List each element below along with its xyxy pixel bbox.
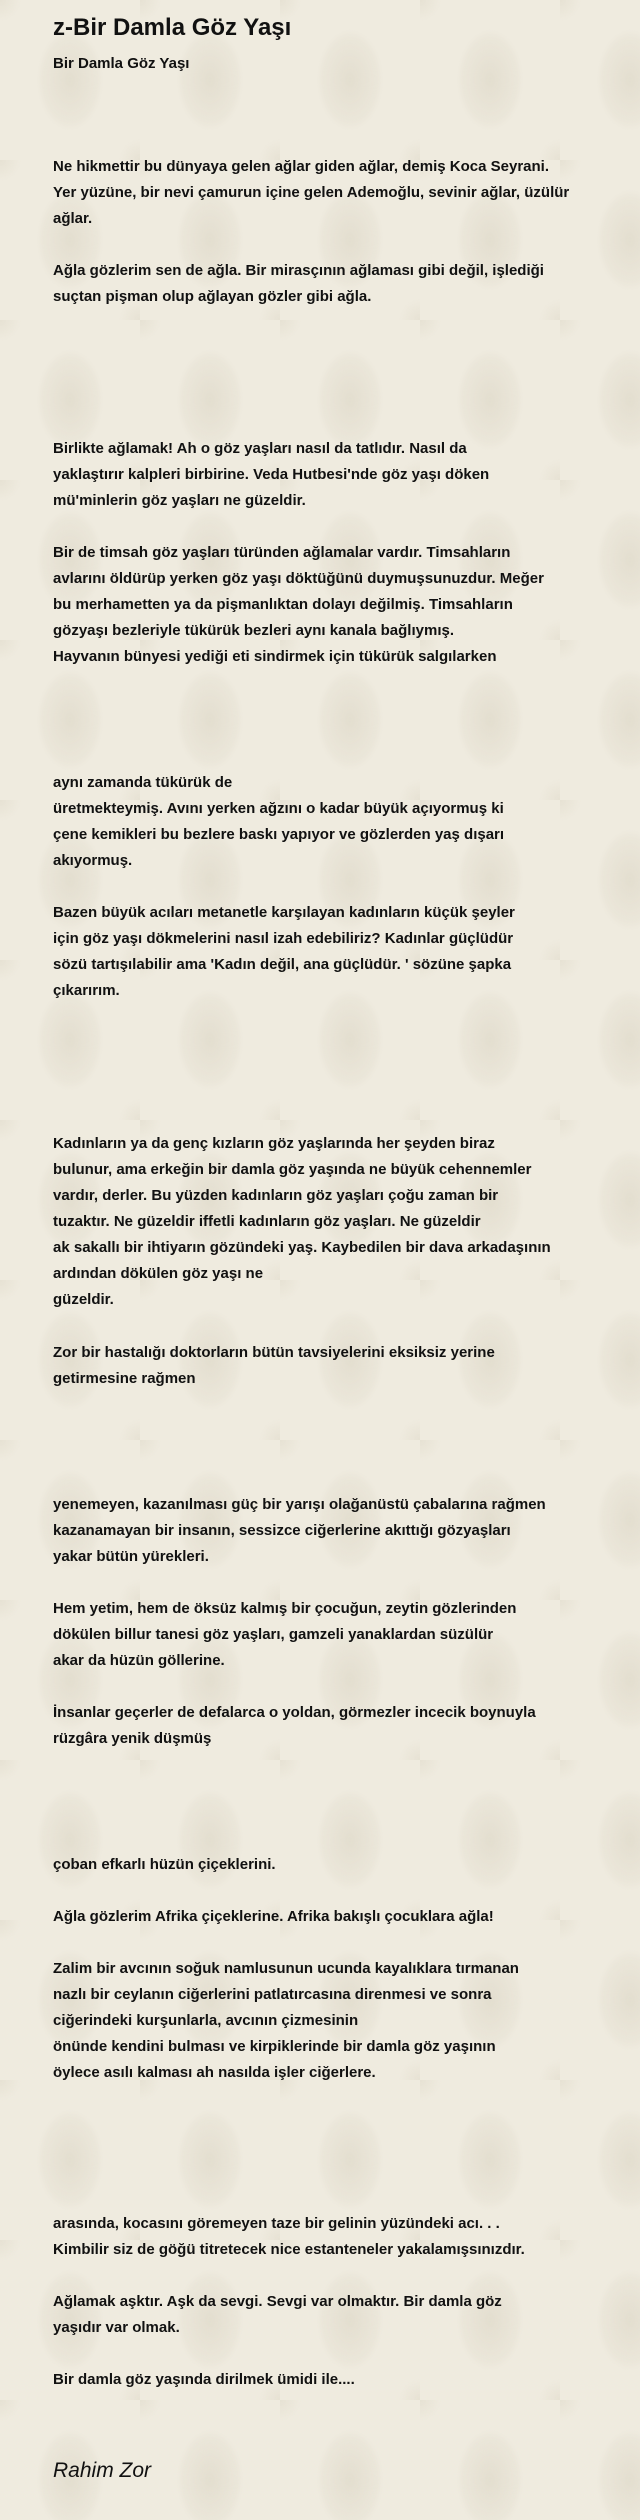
poem-title: z-Bir Damla Göz Yaşı	[53, 14, 292, 41]
stanza-5	[53, 770, 613, 874]
poem-line: Hayvanın bünyesi yediği eti sindirmek için tükürük salgılarken	[53, 648, 497, 665]
stanza-6	[53, 900, 613, 1004]
poem-line: güzeldir.	[53, 1291, 114, 1308]
poem-line: çene kemikleri bu bezlere baskı yapıyor ve gözlerden yaş dışarı	[53, 826, 505, 843]
poem-line: öylece asılı kalması ah nasılda işler ciğerlere.	[53, 2064, 376, 2081]
poem-line: çoban efkarlı hüzün çiçeklerini.	[53, 1856, 276, 1873]
poem-line: üretmekteymiş. Avını yerken ağzını o kadar büyük açıyormuş ki	[53, 800, 504, 817]
poem-line: Ağla gözlerim sen de ağla. Bir mirasçının ağlaması gibi değil, işlediği	[53, 262, 544, 279]
poem-line: Ne hikmettir bu dünyaya gelen ağlar giden ağlar, demiş Koca Seyrani.	[53, 158, 549, 175]
stanza-4	[53, 540, 613, 670]
poem-line: ağlar.	[53, 210, 93, 227]
stanza-14	[53, 1956, 613, 2086]
poem-line: akıyormuş.	[53, 852, 133, 869]
poem-line: Bazen büyük acıları metanetle karşılayan kadınların küçük şeyler	[53, 904, 515, 921]
poem-line: Kadınların ya da genç kızların göz yaşlarında her şeyden biraz	[53, 1135, 495, 1152]
poem-line: ak sakallı bir ihtiyarın gözündeki yaş. Kaybedilen bir dava arkadaşının	[53, 1239, 551, 1256]
poem-line: rüzgâra yenik düşmüş	[53, 1730, 212, 1747]
poem-line: akar da hüzün göllerine.	[53, 1652, 225, 1669]
poem-line: Ağla gözlerim Afrika çiçeklerine. Afrika bakışlı çocuklara ağla!	[53, 1908, 494, 1925]
poem-subtitle: Bir Damla Göz Yaşı	[53, 55, 190, 72]
poem-line: çıkarırım.	[53, 982, 120, 999]
poem-line: Hem yetim, hem de öksüz kalmış bir çocuğun, zeytin gözlerinden	[53, 1600, 517, 1617]
poem-line: getirmesine rağmen	[53, 1370, 196, 1387]
stanza-7	[53, 1131, 613, 1313]
poem-line: ardından dökülen göz yaşı ne	[53, 1265, 264, 1282]
stanza-8	[53, 1340, 613, 1392]
poem-line: avlarını öldürüp yerken göz yaşı döktüğünü duymuşsunuzdur. Meğer	[53, 570, 544, 587]
poem-line: İnsanlar geçerler de defalarca o yoldan, görmezler incecik boynuyla	[53, 1704, 536, 1721]
poem-line: için göz yaşı dökmelerini nasıl izah edebiliriz? Kadınlar güçlüdür	[53, 930, 514, 947]
stanza-9	[53, 1492, 613, 1570]
poem-line: vardır, derler. Bu yüzden kadınların göz yaşları çoğu zaman bir	[53, 1187, 499, 1204]
poem-line: yenemeyen, kazanılması güç bir yarışı olağanüstü çabalarına rağmen	[53, 1496, 546, 1513]
stanza-13	[53, 1904, 613, 1930]
poem-line: ciğerindeki kurşunlarla, avcının çizmesinin	[53, 2012, 359, 2029]
poem-line: yaklaştırır kalpleri birbirine. Veda Hutbesi'nde göz yaşı döken	[53, 466, 490, 483]
poem-line: aynı zamanda tükürük de	[53, 774, 233, 791]
stanza-3	[53, 436, 613, 514]
poem-line: Birlikte ağlamak! Ah o göz yaşları nasıl da tatlıdır. Nasıl da	[53, 440, 467, 457]
poem-line: Zor bir hastalığı doktorların bütün tavsiyelerini eksiksiz yerine	[53, 1344, 495, 1361]
poem-line: arasında, kocasını göremeyen taze bir gelinin yüzündeki acı. . .	[53, 2215, 500, 2232]
poem-author: Rahim Zor	[53, 2459, 152, 2482]
poem-line: Zalim bir avcının soğuk namlusunun ucunda kayalıklara tırmanan	[53, 1960, 519, 1977]
poem-line: Yer yüzüne, bir nevi çamurun içine gelen Ademoğlu, sevinir ağlar, üzülür	[53, 184, 570, 201]
poem-line: kazanamayan bir insanın, sessizce ciğerlerine akıttığı gözyaşları	[53, 1522, 511, 1539]
poem-line: suçtan pişman olup ağlayan gözler gibi ağla.	[53, 288, 372, 305]
poem-line: yaşıdır var olmak.	[53, 2319, 180, 2336]
stanza-11	[53, 1700, 613, 1752]
poem-line: gözyaşı bezleriyle tükürük bezleri aynı kanala bağlıymış.	[53, 622, 454, 639]
poem-line: Kimbilir siz de göğü titretecek nice estanteneler yakalamışsınızdır.	[53, 2241, 525, 2258]
stanza-1	[53, 154, 613, 232]
stanza-10	[53, 1596, 613, 1674]
stanza-16	[53, 2289, 613, 2341]
poem-line: tuzaktır. Ne güzeldir iffetli kadınların göz yaşları. Ne güzeldir	[53, 1213, 481, 1230]
poem-line: bulunur, ama erkeğin bir damla göz yaşında ne büyük cehennemler	[53, 1161, 532, 1178]
poem-line: nazlı bir ceylanın ciğerlerini patlatırcasına direnmesi ve sonra	[53, 1986, 492, 2003]
stanza-17	[53, 2367, 613, 2393]
poem-line: sözü tartışılabilir ama 'Kadın değil, ana güçlüdür. ' sözüne şapka	[53, 956, 512, 973]
poem-line: Ağlamak aşktır. Aşk da sevgi. Sevgi var olmaktır. Bir damla göz	[53, 2293, 502, 2310]
poem-line: mü'minlerin göz yaşları ne güzeldir.	[53, 492, 306, 509]
stanza-2	[53, 258, 613, 310]
poem-line: yakar bütün yürekleri.	[53, 1548, 209, 1565]
stanza-15	[53, 2211, 613, 2263]
stanza-12	[53, 1852, 613, 1878]
poem-line: Bir de timsah göz yaşları türünden ağlamalar vardır. Timsahların	[53, 544, 511, 561]
poem-line: önünde kendini bulması ve kirpiklerinde bir damla göz yaşının	[53, 2038, 496, 2055]
poem-line: dökülen billur tanesi göz yaşları, gamzeli yanaklardan süzülür	[53, 1626, 494, 1643]
poem-line: Bir damla göz yaşında dirilmek ümidi ile....	[53, 2371, 355, 2388]
poem-line: bu merhametten ya da pişmanlıktan dolayı değilmiş. Timsahların	[53, 596, 513, 613]
